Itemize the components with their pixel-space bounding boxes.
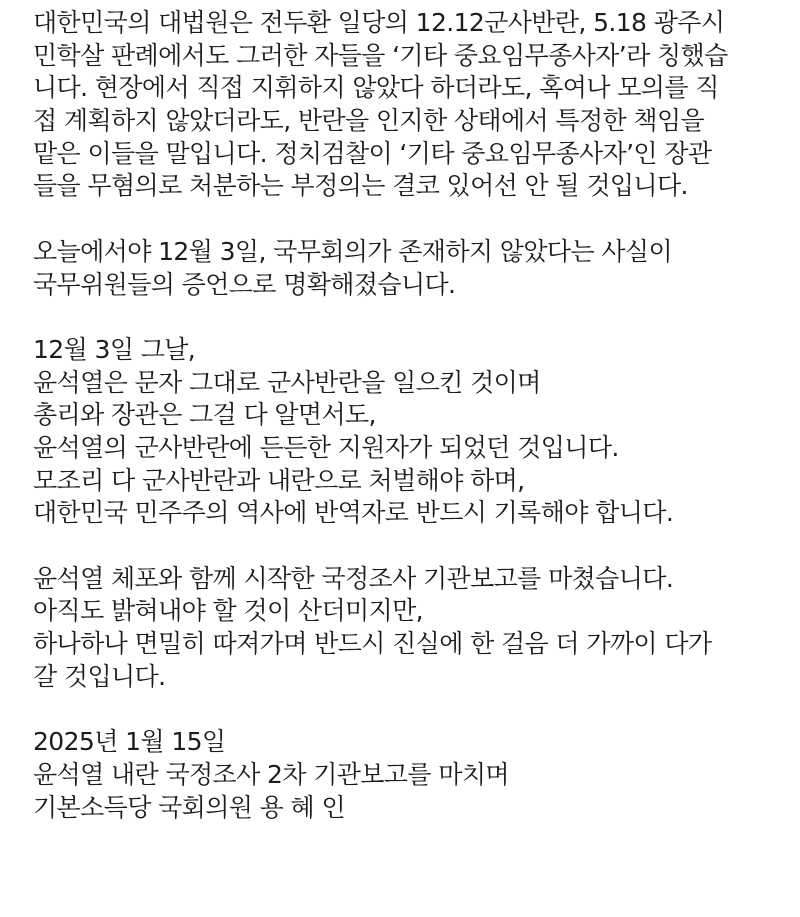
paragraph-spacer [33, 693, 773, 726]
text-line: 민학살 판례에서도 그러한 자들을 ‘기타 중요임무종사자’라 칭했습 [33, 40, 728, 70]
text-line: 갈 것입니다. [33, 661, 166, 691]
text-line: 니다. 현장에서 직접 지휘하지 않았다 하더라도, 혹여나 모의를 직 [33, 73, 719, 103]
paragraph-cabinet-meeting [33, 236, 773, 301]
text-line: 하나하나 면밀히 따져가며 반드시 진실에 한 걸음 더 가까이 다가 [33, 629, 712, 659]
paragraph-december-3 [33, 334, 773, 530]
text-line: 오늘에서야 12월 3일, 국무회의가 존재하지 않았다는 사실이 [33, 236, 672, 266]
text-line: 12월 3일 그날, [33, 334, 196, 364]
signature-block [33, 726, 773, 824]
paragraph-spacer [33, 203, 773, 236]
paragraph-judgment [33, 7, 773, 203]
text-line: 대한민국의 대법원은 전두환 일당의 12.12군사반란, 5.18 광주시 [33, 8, 725, 37]
signature-occasion: 윤석열 내란 국정조사 2차 기관보고를 마치며 [33, 759, 509, 789]
text-line: 윤석열 체포와 함께 시작한 국정조사 기관보고를 마쳤습니다. [33, 563, 674, 593]
text-line: 모조리 다 군사반란과 내란으로 처벌해야 하며, [33, 465, 525, 495]
document-body [33, 0, 773, 824]
text-line: 들을 무혐의로 처분하는 부정의는 결코 있어선 안 될 것입니다. [33, 171, 688, 201]
text-line: 국무위원들의 증언으로 명확해졌습니다. [33, 269, 456, 299]
paragraph-investigation [33, 563, 773, 694]
text-line: 맡은 이들을 말입니다. 정치검찰이 ‘기타 중요임무종사자’인 장관 [33, 138, 712, 168]
signature-author: 기본소득당 국회의원 용 혜 인 [33, 792, 345, 822]
text-line: 아직도 밝혀내야 할 것이 산더미지만, [33, 596, 423, 626]
text-line: 총리와 장관은 그걸 다 알면서도, [33, 400, 376, 430]
text-line: 대한민국 민주주의 역사에 반역자로 반드시 기록해야 합니다. [33, 498, 674, 528]
text-line: 윤석열의 군사반란에 든든한 지원자가 되었던 것입니다. [33, 432, 619, 462]
paragraph-spacer [33, 301, 773, 334]
text-line: 윤석열은 문자 그대로 군사반란을 일으킨 것이며 [33, 367, 541, 397]
text-line: 접 계획하지 않았더라도, 반란을 인지한 상태에서 특정한 책임을 [33, 106, 705, 136]
paragraph-spacer [33, 530, 773, 563]
signature-date: 2025년 1월 15일 [33, 727, 226, 757]
